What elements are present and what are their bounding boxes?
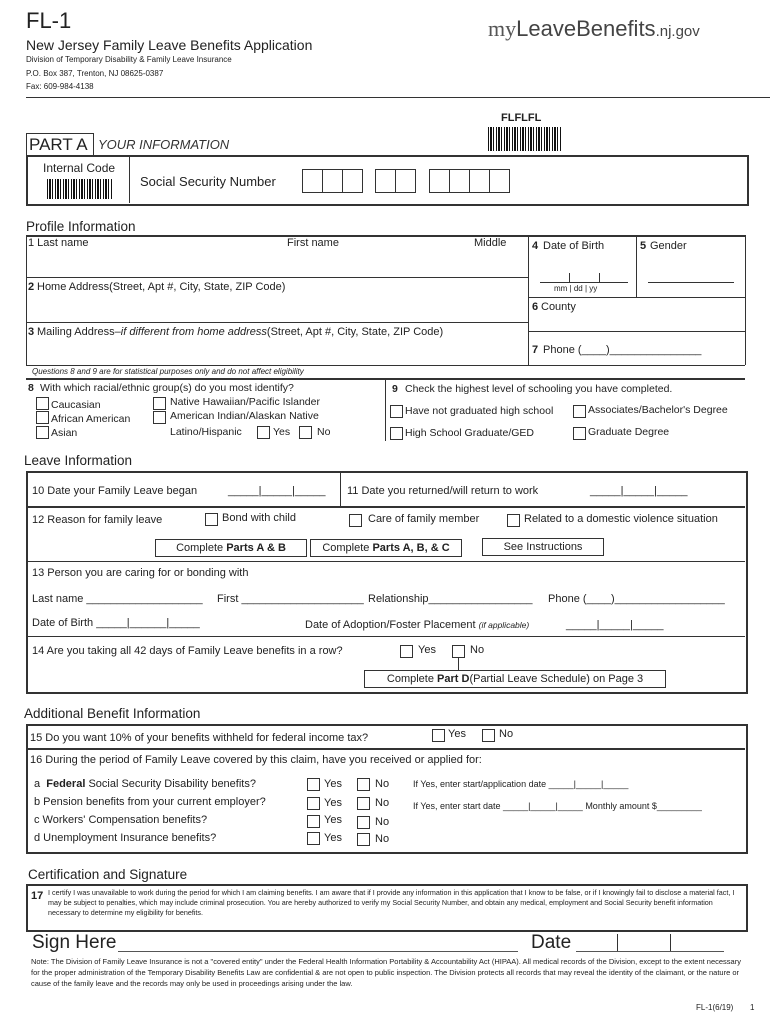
q16b-no-label: No <box>375 797 390 809</box>
q4-number: 4 <box>532 240 539 252</box>
signature-line[interactable] <box>118 951 518 952</box>
additional-rule-1 <box>27 748 745 750</box>
q12-label: 12 Reason for family leave <box>32 514 163 526</box>
complete-d-post: (Partial Leave Schedule) on Page 3 <box>469 673 644 685</box>
q10-q11-divider <box>340 471 341 506</box>
q8-number: 8 <box>28 382 34 394</box>
care-date-of-birth[interactable]: Date of Birth _____|______|_____ <box>32 617 200 629</box>
q1-last-name-label: 1 Last name <box>28 237 89 249</box>
internal-code-divider <box>129 157 130 203</box>
care-phone[interactable]: Phone (____)__________________ <box>548 593 725 605</box>
ssn-label: Social Security Number <box>140 174 276 189</box>
graduate-degree-checkbox[interactable] <box>573 427 586 440</box>
ssn-digit-7[interactable] <box>449 169 470 193</box>
q2-number: 2 <box>28 281 35 293</box>
q11-date-blank[interactable]: _____|_____|_____ <box>590 485 688 497</box>
q16d-label: d Unemployment Insurance benefits? <box>34 832 217 844</box>
complete-abc-pre: Complete <box>322 542 373 554</box>
q16c-no-checkbox[interactable] <box>357 816 370 829</box>
complete-d-pre: Complete <box>386 673 438 685</box>
q16a-yes-checkbox[interactable] <box>307 778 320 791</box>
q16d-no-checkbox[interactable] <box>357 833 370 846</box>
complete-d-bold: Part D <box>437 673 470 685</box>
dob-date-hint: mm | dd | yy <box>554 284 598 293</box>
county-label: County <box>541 301 576 313</box>
q14-connector-line <box>458 657 459 670</box>
q11-label: 11 Date you returned/will return to work <box>347 485 539 497</box>
care-last-name[interactable]: Last name ___________________ <box>32 593 203 605</box>
complete-part-d-note <box>364 670 666 688</box>
stat-note-top-rule <box>26 365 745 366</box>
caucasian-label: Caucasian <box>51 399 101 411</box>
domestic-violence-checkbox[interactable] <box>507 514 520 527</box>
american-indian-label: American Indian/Alaskan Native <box>170 410 319 422</box>
brand-my: my <box>488 16 517 41</box>
signature-date-label: Date <box>531 932 572 953</box>
asian-checkbox[interactable] <box>36 426 49 439</box>
q16a-label <box>34 779 256 790</box>
ssn-digit-6[interactable] <box>429 169 450 193</box>
division-name: Division of Temporary Disability & Family Leave Insurance <box>26 55 232 64</box>
q9-label: Check the highest level of schooling you have completed. <box>405 383 673 395</box>
adoption-date-label <box>305 620 529 631</box>
q16a-no-checkbox[interactable] <box>357 778 370 791</box>
q16b-label: b Pension benefits from your current employer? <box>34 796 266 808</box>
q15-no-checkbox[interactable] <box>482 729 495 742</box>
asian-label: Asian <box>51 427 78 439</box>
q14-yes-label: Yes <box>418 644 436 656</box>
q16c-label: c Workers' Compensation benefits? <box>34 814 208 826</box>
ssn-digit-3[interactable] <box>342 169 363 193</box>
header-divider <box>26 97 770 98</box>
q14-yes-checkbox[interactable] <box>400 645 413 658</box>
mailing-address-italic: if different from home address <box>120 326 267 338</box>
hipaa-note: Note: The Division of Family Leave Insurance is not a "covered entity" under the Federal Health Information Portability & Accountability Act (HIPAA). All medical records of the Division, except to the extent necessary for the proper administration of the Temporary Disability Benefits Law are confidential & are not open to public inspection. The Division protects all records that may reveal the identity of the claimant, or the nature or cause of the family leave and the records may only be used in proceedings arising under the law. <box>31 957 741 988</box>
african-american-label: African American <box>51 413 131 425</box>
leave-rule-1 <box>27 506 745 508</box>
ssn-digit-8[interactable] <box>469 169 490 193</box>
additional-heading: Additional Benefit Information <box>24 706 201 721</box>
native-hawaiian-checkbox[interactable] <box>153 397 166 410</box>
complete-ab-bold: Parts A & B <box>226 542 286 554</box>
latino-yes-checkbox[interactable] <box>257 426 270 439</box>
profile-left-rule <box>26 235 27 365</box>
county-top-rule <box>528 297 745 298</box>
certification-text: I certify I was unavailable to work during the period for which I am claiming benefits. I am aware that if I provide any information in this application that I know to be false, or if I knowingly fail to disclose a material fact, I may be subject to penalties, which may include criminal prosecution. You are hereby authorized to verify my Social Security Number, and obtain any medical, employment and Social Security benefit information necessary to determine my eligibility for benefits. <box>48 888 735 917</box>
domestic-violence-label: Related to a domestic violence situation <box>524 513 718 525</box>
brand-main: LeaveBenefits <box>516 16 656 41</box>
profile-top-rule <box>26 235 745 237</box>
q16-label: 16 During the period of Family Leave covered by this claim, have you received or applied for: <box>30 754 482 766</box>
bond-with-child-checkbox[interactable] <box>205 513 218 526</box>
part-a-label: PART A <box>29 135 88 154</box>
ssn-digit-2[interactable] <box>322 169 343 193</box>
q15-label: 15 Do you want 10% of your benefits withheld for federal income tax? <box>30 732 369 744</box>
care-family-member-label: Care of family member <box>368 513 480 525</box>
signature-date-sep-2 <box>670 934 671 951</box>
page-number: 1 <box>750 1003 755 1012</box>
gender-label: Gender <box>650 240 687 252</box>
internal-code-label: Internal Code <box>43 161 116 175</box>
associates-label: Associates/Bachelor's Degree <box>588 404 728 416</box>
q16b-yes-checkbox[interactable] <box>307 797 320 810</box>
caucasian-checkbox[interactable] <box>36 397 49 410</box>
care-family-member-checkbox[interactable] <box>349 514 362 527</box>
q10-date-blank[interactable]: _____|_____|_____ <box>228 485 326 497</box>
complete-parts-abc-note <box>310 539 462 557</box>
internal-code-barcode <box>47 179 113 199</box>
adoption-label: Date of Adoption/Foster Placement <box>305 619 476 631</box>
native-hawaiian-label: Native Hawaiian/Pacific Islander <box>170 396 320 408</box>
see-instructions-note: See Instructions <box>482 538 604 556</box>
sign-here-label: Sign Here <box>32 932 117 953</box>
profile-row-rule-2 <box>26 322 528 323</box>
q13-label: 13 Person you are caring for or bonding with <box>32 567 249 579</box>
division-fax: Fax: 609-984-4138 <box>26 82 94 91</box>
form-title: New Jersey Family Leave Benefits Application <box>26 37 313 53</box>
mailing-address-label <box>37 327 443 338</box>
brand-logo <box>488 18 700 40</box>
q16a-yes-label: Yes <box>324 778 342 790</box>
not-graduated-label: Have not graduated high school <box>405 405 554 417</box>
latino-no-checkbox[interactable] <box>299 426 312 439</box>
q9-number: 9 <box>392 383 398 395</box>
q16d-yes-label: Yes <box>324 832 342 844</box>
leave-heading: Leave Information <box>24 453 133 468</box>
q5-number: 5 <box>640 240 647 252</box>
q16b-yes-label: Yes <box>324 797 342 809</box>
statistical-note: Questions 8 and 9 are for statistical purposes only and do not affect eligibility <box>32 367 304 376</box>
graduate-degree-label: Graduate Degree <box>588 426 670 438</box>
leave-info-box <box>26 471 748 694</box>
phone-top-rule <box>528 331 745 332</box>
q17-number: 17 <box>31 890 44 902</box>
q7-number: 7 <box>532 344 539 356</box>
brand-tld: .nj.gov <box>655 23 700 40</box>
signature-date-line[interactable] <box>576 951 724 952</box>
african-american-checkbox[interactable] <box>36 411 49 424</box>
complete-parts-ab-note <box>155 539 307 557</box>
home-address-label: Home Address(Street, Apt #, City, State, ZIP Code) <box>37 281 286 293</box>
hs-graduate-label: High School Graduate/GED <box>405 427 534 439</box>
q16a-letter: a <box>34 778 41 790</box>
ssn-digit-5[interactable] <box>395 169 416 193</box>
not-graduated-checkbox[interactable] <box>390 405 403 418</box>
adoption-date-blank[interactable]: _____|_____|_____ <box>566 619 664 631</box>
leave-rule-3 <box>27 636 745 637</box>
ssn-digit-1[interactable] <box>302 169 323 193</box>
q6-number: 6 <box>532 301 539 313</box>
dob-sep-2 <box>599 273 600 282</box>
division-address: P.O. Box 387, Trenton, NJ 08625-0387 <box>26 69 164 78</box>
q16c-yes-label: Yes <box>324 814 342 826</box>
q15-yes-checkbox[interactable] <box>432 729 445 742</box>
hs-graduate-checkbox[interactable] <box>390 427 403 440</box>
q16d-yes-checkbox[interactable] <box>307 832 320 845</box>
q16c-yes-checkbox[interactable] <box>307 815 320 828</box>
leave-rule-2 <box>27 561 745 562</box>
header-barcode <box>488 127 562 151</box>
complete-ab-pre: Complete <box>176 542 227 554</box>
form-revision: FL-1(6/19) <box>696 1003 734 1012</box>
q16b-if-yes[interactable]: If Yes, enter start date _____|_____|_____ Monthly amount $_________ <box>413 801 702 811</box>
q8-q9-divider <box>385 378 386 441</box>
date-of-birth-label: Date of Birth <box>543 240 605 252</box>
ssn-digit-4[interactable] <box>375 169 396 193</box>
q16c-no-label: No <box>375 816 390 828</box>
american-indian-checkbox[interactable] <box>153 411 166 424</box>
first-name-label: First name <box>287 237 339 249</box>
q16a-bold: Federal <box>46 778 86 790</box>
q16b-no-checkbox[interactable] <box>357 797 370 810</box>
q16d-no-label: No <box>375 833 390 845</box>
gender-blank-line[interactable] <box>648 282 734 283</box>
care-first-name[interactable]: First ____________________ <box>217 593 364 605</box>
q10-label: 10 Date your Family Leave began <box>32 485 198 497</box>
barcode-label: FLFLFL <box>501 112 542 124</box>
q3-number: 3 <box>28 326 35 338</box>
latino-no-label: No <box>317 426 331 438</box>
dob-blank-line[interactable] <box>540 282 628 283</box>
q16a-if-yes[interactable]: If Yes, enter start/application date _____|_____|_____ <box>413 779 629 789</box>
adoption-note: (if applicable) <box>478 620 530 630</box>
q16a-rest: Social Security Disability benefits? <box>85 778 256 790</box>
profile-right-rule <box>745 235 746 365</box>
certification-heading: Certification and Signature <box>28 867 188 882</box>
form-id: FL-1 <box>26 8 72 33</box>
q15-yes-label: Yes <box>448 728 466 740</box>
latino-yes-label: Yes <box>273 426 291 438</box>
q14-no-label: No <box>470 644 485 656</box>
associates-checkbox[interactable] <box>573 405 586 418</box>
profile-mid-rule <box>528 235 529 365</box>
q8-label: With which racial/ethnic group(s) do you most identify? <box>40 382 294 394</box>
q15-no-label: No <box>499 728 514 740</box>
dob-sep-1 <box>569 273 570 282</box>
mailing-address-pre: Mailing Address– <box>37 326 121 338</box>
profile-row-rule-1 <box>26 277 528 278</box>
dob-gender-divider <box>636 235 637 297</box>
latino-label: Latino/Hispanic <box>170 426 242 438</box>
mailing-address-post: (Street, Apt #, City, State, ZIP Code) <box>266 326 444 338</box>
care-relationship[interactable]: Relationship_________________ <box>368 593 533 605</box>
middle-name-label: Middle <box>474 237 507 249</box>
part-a-subtitle: YOUR INFORMATION <box>98 137 230 152</box>
bond-with-child-label: Bond with child <box>222 512 296 524</box>
q14-label: 14 Are you taking all 42 days of Family Leave benefits in a row? <box>32 645 343 657</box>
q16a-no-label: No <box>375 778 390 790</box>
ssn-digit-9[interactable] <box>489 169 510 193</box>
complete-abc-bold: Parts A, B, & C <box>372 542 450 554</box>
phone-label: Phone (____)_______________ <box>543 344 702 356</box>
signature-date-sep-1 <box>617 934 618 951</box>
profile-heading: Profile Information <box>26 219 136 234</box>
